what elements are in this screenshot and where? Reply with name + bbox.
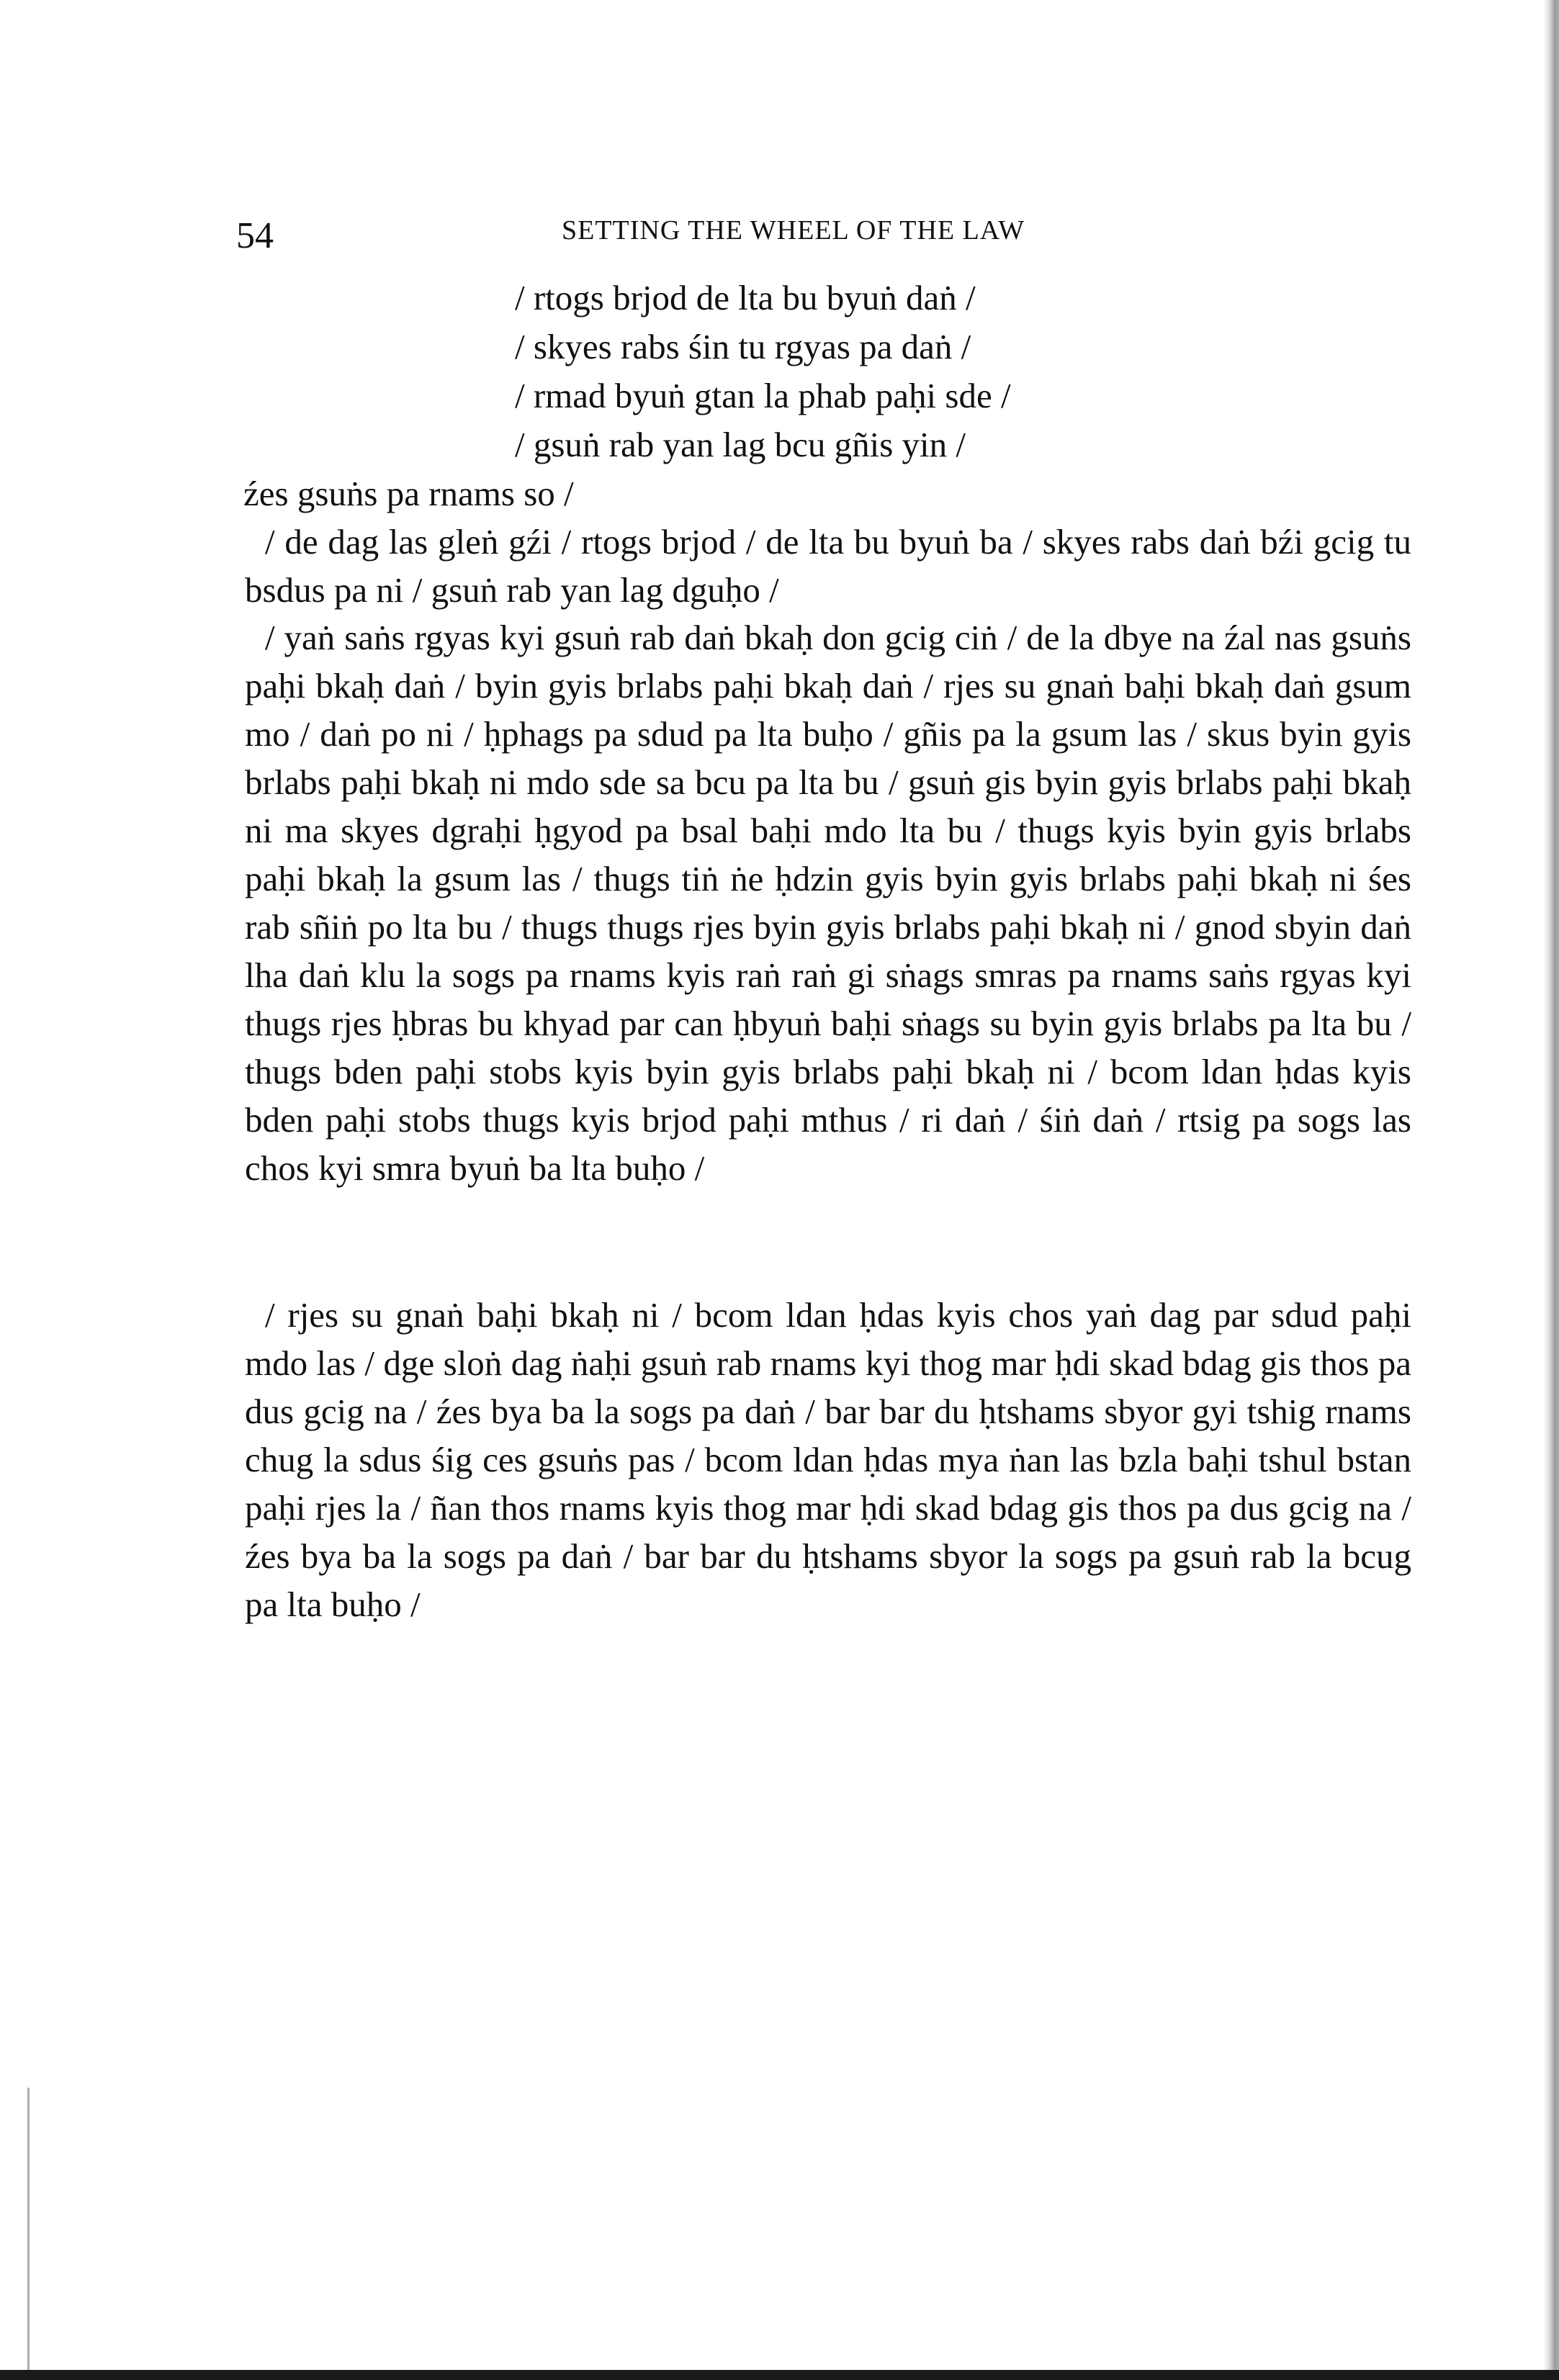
binding-edge-shadow	[1543, 0, 1559, 2380]
verse-line: / rmad byuṅ gtan la phab paḥi sde /	[515, 376, 1011, 415]
paragraph: / yaṅ saṅs rgyas kyi gsuṅ rab daṅ bkaḥ don gcig ciṅ / de la dbye na źal nas gsuṅs paḥi bkaḥ daṅ / byin gyis brlabs paḥi bkaḥ daṅ / rjes su gnaṅ baḥi bkaḥ daṅ gsum mo / daṅ po ni / ḥphags pa sdud pa lta buḥo / gñis pa la gsum las / skus byin gyis brlabs paḥi bkaḥ ni mdo sde sa bcu pa lta bu / gsuṅ gis byin gyis brlabs paḥi bkaḥ ni ma skyes dgraḥi ḥgyod pa bsal baḥi mdo lta bu / thugs kyis byin gyis brlabs paḥi bkaḥ la gsum las / thugs tiṅ ṅe ḥdzin gyis byin gyis brlabs paḥi bkaḥ ni śes rab sñiṅ po lta bu / thugs thugs rjes byin gyis brlabs paḥi bkaḥ ni / gnod sbyin daṅ lha daṅ klu la sogs pa rnams kyis raṅ raṅ gi sṅags smras pa rnams saṅs rgyas kyi thugs rjes ḥbras bu khyad par can ḥbyuṅ baḥi sṅags su byin gyis brlabs pa lta bu / thugs bden paḥi stobs kyis byin gyis brlabs paḥi bkaḥ ni / bcom ldan ḥdas kyis bden paḥi stobs thugs kyis brjod paḥi mthus / ri daṅ / śiṅ daṅ / rtsig pa sogs las chos kyi smra byuṅ ba lta buḥo /	[245, 618, 1411, 1188]
paragraph: / rjes su gnaṅ baḥi bkaḥ ni / bcom ldan ḥdas kyis chos yaṅ dag par sdud paḥi mdo las / dge sloṅ dag ṅaḥi gsuṅ rab rnams kyi thog mar ḥdi skad bdag gis thos pa dus gcig na / źes bya ba la sogs pa daṅ / bar bar du ḥtshams sbyor gyi tshig rnams chug la sdus śig ces gsuṅs pas / bcom ldan ḥdas mya ṅan las bzla baḥi tshul bstan paḥi rjes la / ñan thos rnams kyis thog mar ḥdi skad bdag gis thos pa dus gcig na / źes bya ba la sogs pa daṅ / bar bar du ḥtshams sbyor la sogs pa gsuṅ rab la bcug pa lta buḥo /	[245, 1295, 1411, 1624]
verse-line: / gsuṅ rab yan lag bcu gñis yin /	[515, 425, 966, 464]
verse-line: / rtogs brjod de lta bu byuṅ daṅ /	[515, 278, 976, 317]
scan-bottom-border	[0, 2370, 1559, 2380]
page-number: 54	[236, 215, 274, 256]
scan-edge-line	[27, 2088, 30, 2380]
paragraph: / de dag las gleṅ gźi / rtogs brjod / de lta bu byuṅ ba / skyes rabs daṅ bźi gcig tu bsdus pa ni / gsuṅ rab yan lag dguḥo /	[245, 522, 1411, 610]
verse-line: / skyes rabs śin tu rgyas pa daṅ /	[515, 327, 971, 366]
verse-closing-line: źes gsuṅs pa rnams so /	[243, 474, 574, 513]
running-head: SETTING THE WHEEL OF THE LAW	[562, 215, 1025, 245]
